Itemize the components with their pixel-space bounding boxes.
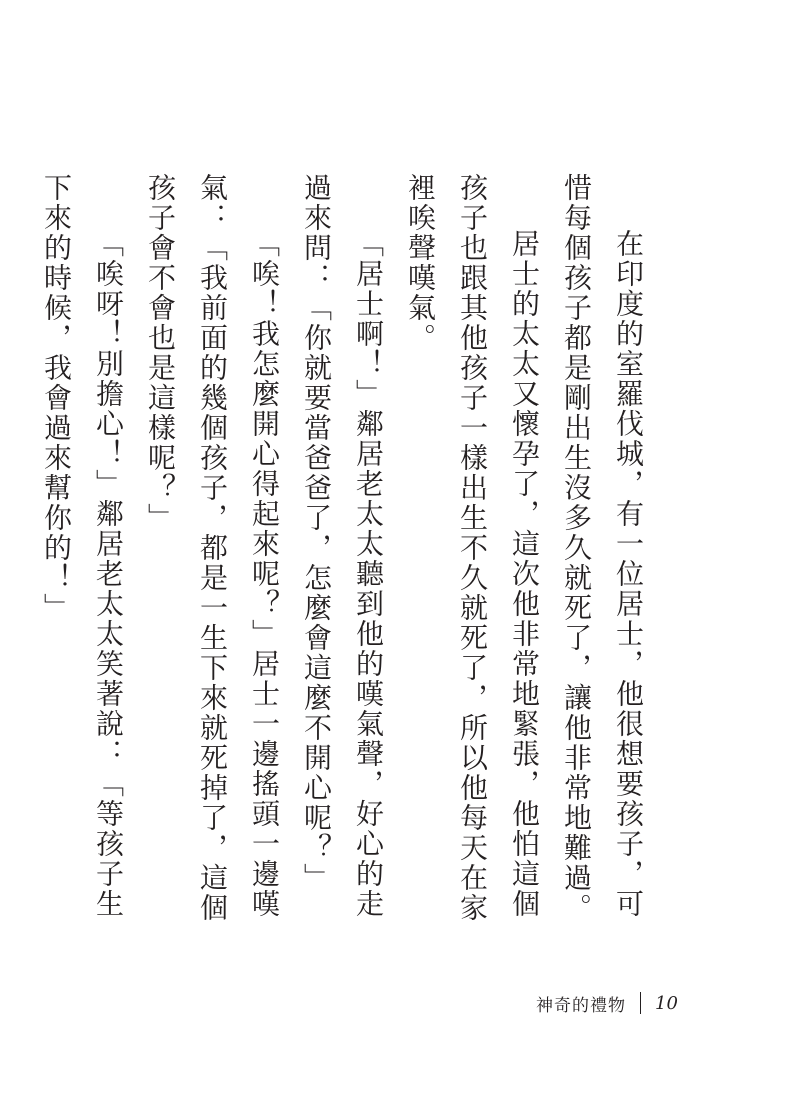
running-title: 神奇的禮物	[536, 995, 626, 1016]
footer-divider	[640, 992, 641, 1014]
paragraph: 在印度的室羅伐城，有一位居士，他很想要孩子，可惜每個孩子都是剛出生沒多久就死了，讓他非常地難過。	[560, 173, 645, 923]
paragraph: 居士的太太又懷孕了，這次他非常地緊張，他怕這個孩子也跟其他孩子一樣出生不久就死了，所以他每天在家裡唉聲嘆氣。	[404, 173, 541, 923]
paragraph: 「唉！我怎麼開心得起來呢？」居士一邊搖頭一邊嘆氣：「我前面的幾個孩子，都是一生下來就死掉了，這個孩子會不會也是這樣呢？」	[144, 173, 281, 923]
paragraph: 「唉呀！別擔心！」鄰居老太太笑著說：「等孩子生下來的時候，我會過來幫你的！」	[40, 173, 125, 919]
body-text	[40, 173, 654, 933]
page-footer	[536, 991, 678, 1015]
paragraph: 「居士啊！」鄰居老太太聽到他的嘆氣聲，好心的走過來問：「你就要當爸爸了，怎麼會這麼不開心呢？」	[300, 173, 385, 919]
page-number: 10	[655, 992, 678, 1014]
